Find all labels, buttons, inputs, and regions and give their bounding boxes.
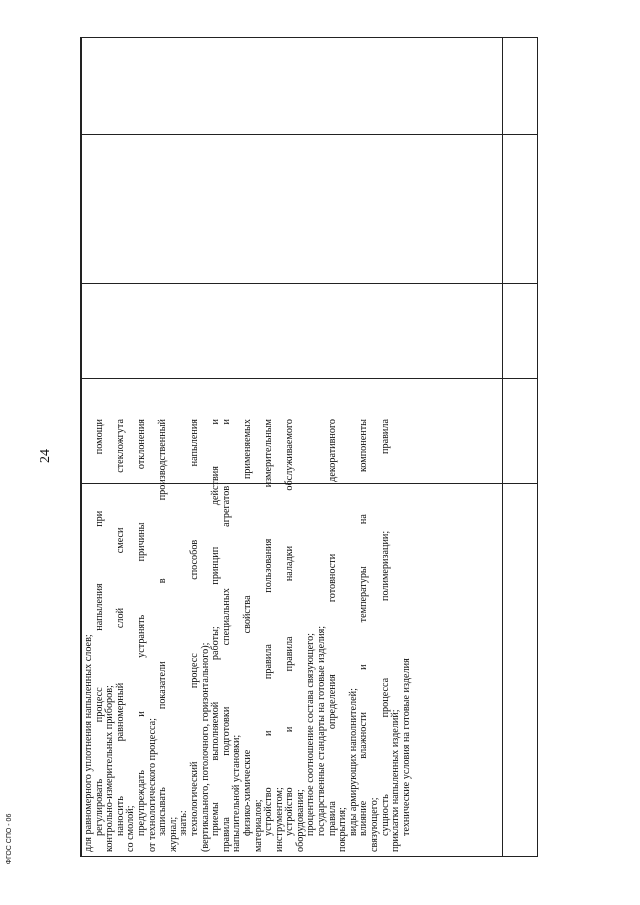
cell-text-line: от технологического процесса; xyxy=(146,717,158,852)
cell-text-line: устройство и правила пользования измерительным xyxy=(263,419,275,836)
cell-text-line: правила определения готовности декоративного xyxy=(326,419,338,836)
row-divider xyxy=(81,378,537,379)
cell-text-line: технологический процесс способов напыления xyxy=(188,419,200,836)
cell-text-block xyxy=(81,413,539,858)
cell-text-line: со смолой; xyxy=(125,805,137,852)
cell-text-line: виды армирующих наполнителей; xyxy=(347,688,359,836)
cell-text-line: предупреждать и устранять причины отклонения xyxy=(135,419,147,836)
cell-text-line: наносить равномерный слой смеси стекложгута xyxy=(114,419,126,836)
row-divider xyxy=(81,134,537,135)
row-divider xyxy=(81,283,537,284)
cell-text-line: (вертикального, потолочного, горизонтального); xyxy=(199,642,211,852)
cell-text-line: материалов; xyxy=(252,799,264,852)
table-frame xyxy=(80,37,538,857)
cell-text-line: устройство и правила наладки обслуживаемого xyxy=(284,419,296,836)
cell-text-line: знать: xyxy=(178,810,190,836)
cell-text-line: сущность процесса полимеризации; правила xyxy=(379,419,391,836)
cell-text-line: журнал; xyxy=(167,816,179,852)
cell-text-line: правила подготовки специальных агрегатов и xyxy=(220,419,232,852)
cell-text-line: напылительной установки; xyxy=(231,734,243,852)
cell-text-line: государственные стандарты на готовые изделия; xyxy=(316,625,328,836)
cell-text-line: приемы выполняемой работы; принцип действия и xyxy=(210,419,222,836)
footer-code: ФГОС СПО - 06 xyxy=(6,813,13,865)
cell-text-line: приклатки напыленных изделий; xyxy=(390,709,402,852)
cell-text-line: оборудования; xyxy=(294,789,306,852)
cell-text-line: покрытия; xyxy=(337,807,349,852)
page-number: 24 xyxy=(38,449,53,463)
cell-text-line: записывать показатели в производственный xyxy=(157,419,169,836)
cell-text-line: физико-химические свойства применяемых xyxy=(241,419,253,836)
cell-text-line: процентное соотношение состава связующего; xyxy=(305,632,317,836)
cell-text-line: контрольно-измерительных приборов; xyxy=(104,685,116,852)
cell-text-line: связующего; xyxy=(369,797,381,852)
cell-text-line: технические условия на готовые изделия xyxy=(400,658,412,836)
cell-text-line: для равномерного уплотнения напыленных слоев; xyxy=(83,634,94,852)
cell-text-line: влияние влажности и температуры на компоненты xyxy=(358,419,370,836)
cell-text-line: регулировать процесс напыления при помощи xyxy=(93,419,105,836)
cell-text-line: инструментом; xyxy=(273,787,285,852)
